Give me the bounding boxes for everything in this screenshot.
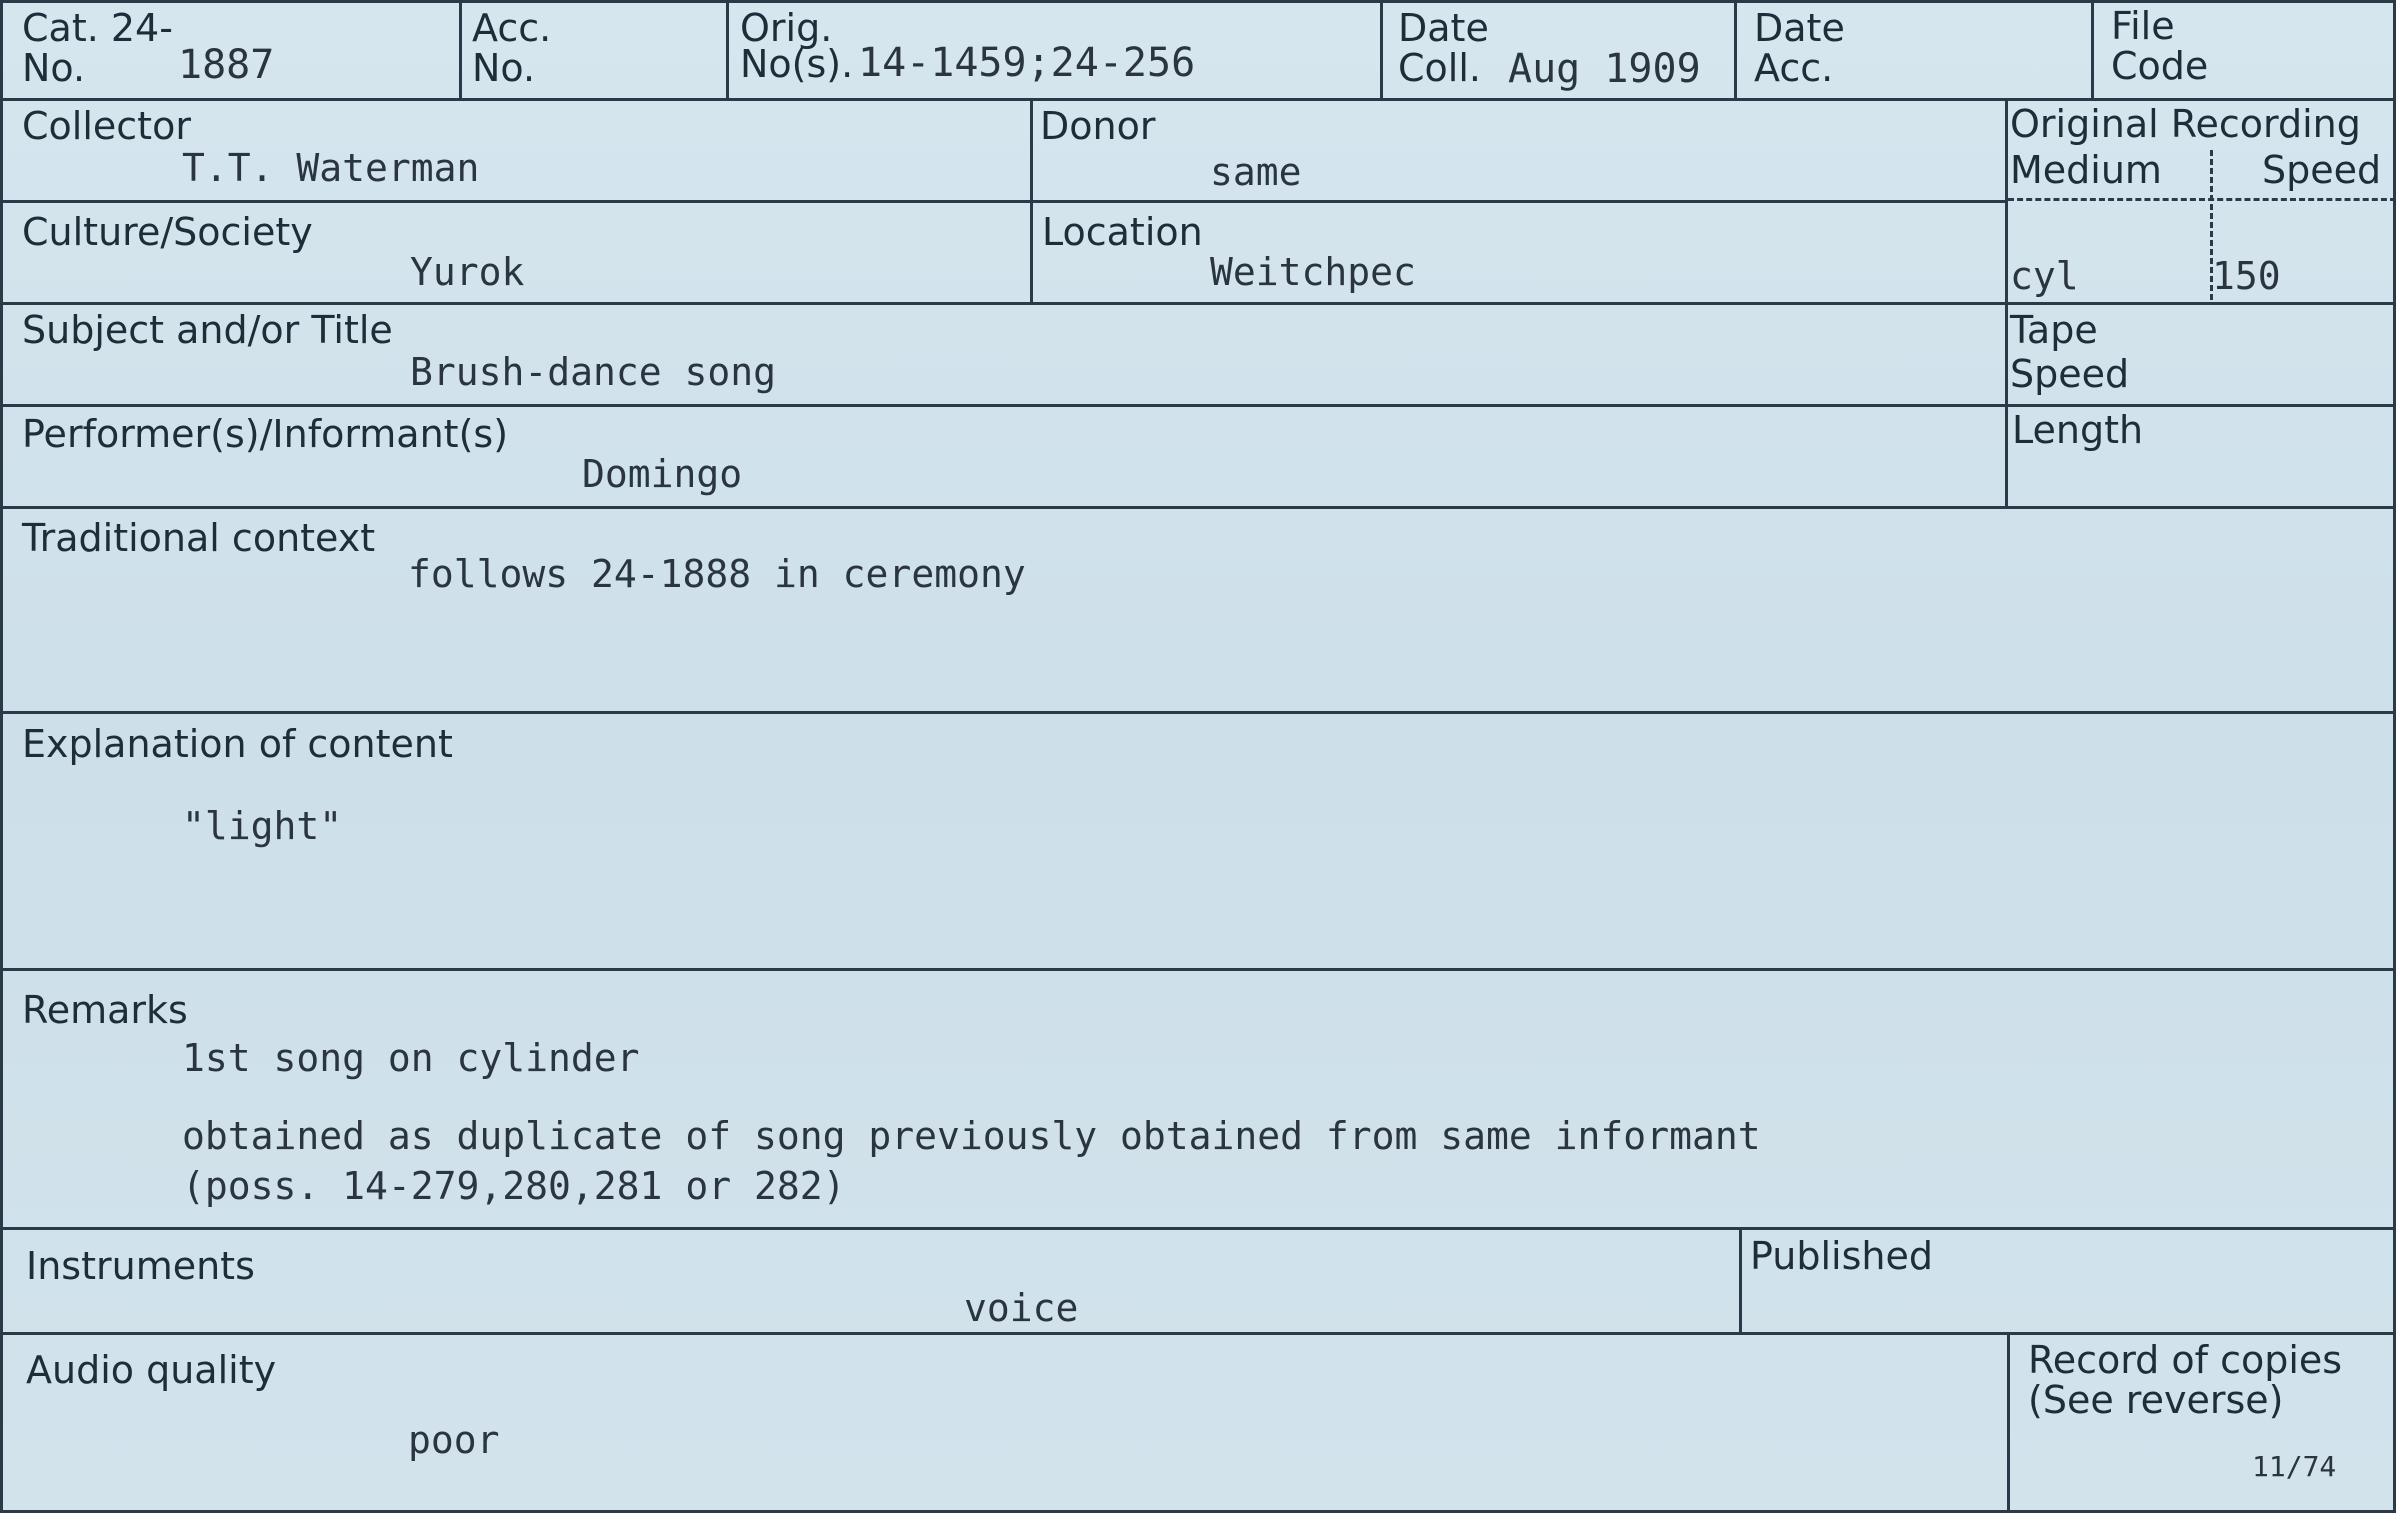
traditional-context-value: follows 24-1888 in ceremony	[408, 552, 1026, 596]
orig-label-line1: Orig.	[740, 6, 833, 50]
speed-label: Speed	[2262, 148, 2382, 192]
medium-label: Medium	[2010, 148, 2162, 192]
medium-speed-divider	[2008, 198, 2396, 201]
cat-label-line1: Cat. 24-	[22, 6, 173, 50]
collector-value: T.T. Waterman	[182, 146, 480, 190]
published-label: Published	[1750, 1234, 1933, 1278]
remarks-label: Remarks	[22, 988, 188, 1032]
speed-value: 150	[2212, 254, 2281, 298]
audio-quality-cell	[0, 1332, 2010, 1513]
remarks-line-2: obtained as duplicate of song previously obtained from same informant	[182, 1114, 1761, 1158]
cat-label-line2: No.	[22, 46, 86, 90]
culture-label: Culture/Society	[22, 210, 313, 254]
remarks-line-1: 1st song on cylinder	[182, 1036, 640, 1080]
file-code-label-line2: Code	[2111, 44, 2209, 88]
date-acc-label-line1: Date	[1754, 6, 1845, 50]
orig-number-value: 14-1459;24-256	[858, 40, 1196, 86]
remarks-line-3: (poss. 14-279,280,281 or 282)	[182, 1164, 846, 1208]
performer-label: Performer(s)/Informant(s)	[22, 412, 509, 456]
record-copies-label-line1: Record of copies	[2028, 1338, 2343, 1382]
original-recording-label: Original Recording	[2010, 102, 2361, 146]
record-copies-date: 11/74	[2252, 1450, 2337, 1483]
donor-cell	[1030, 98, 2008, 203]
date-acc-label-line2: Acc.	[1754, 46, 1834, 90]
traditional-context-label: Traditional context	[22, 516, 376, 560]
audio-quality-label: Audio quality	[26, 1348, 277, 1392]
file-code-label-line1: File	[2111, 4, 2175, 48]
date-coll-value: Aug 1909	[1508, 46, 1701, 92]
location-label: Location	[1042, 210, 1203, 254]
donor-value: same	[1210, 150, 1302, 194]
record-copies-label-line2: (See reverse)	[2028, 1378, 2284, 1422]
location-value: Weitchpec	[1210, 250, 1416, 294]
collector-label: Collector	[22, 104, 191, 148]
instruments-label: Instruments	[26, 1244, 255, 1288]
tape-label: Tape	[2010, 308, 2098, 352]
date-coll-label-line1: Date	[1398, 6, 1489, 50]
subject-value: Brush-dance song	[410, 350, 777, 394]
explanation-value: "light"	[182, 804, 343, 848]
performer-value: Domingo	[582, 452, 743, 496]
explanation-label: Explanation of content	[22, 722, 453, 766]
donor-label: Donor	[1040, 104, 1156, 148]
acc-label-line1: Acc.	[472, 6, 552, 50]
cat-number-value: 1887	[178, 42, 275, 88]
subject-label: Subject and/or Title	[22, 308, 393, 352]
instruments-value: voice	[964, 1286, 1079, 1330]
date-coll-label-line2: Coll.	[1398, 46, 1481, 90]
culture-value: Yurok	[410, 250, 525, 294]
length-label: Length	[2012, 408, 2144, 452]
audio-quality-value: poor	[408, 1418, 500, 1462]
acc-label-line2: No.	[472, 46, 536, 90]
orig-label-line2: No(s).	[740, 42, 854, 86]
instruments-cell	[0, 1227, 1742, 1335]
medium-value: cyl	[2010, 254, 2079, 298]
tape-speed-label: Speed	[2010, 352, 2130, 396]
